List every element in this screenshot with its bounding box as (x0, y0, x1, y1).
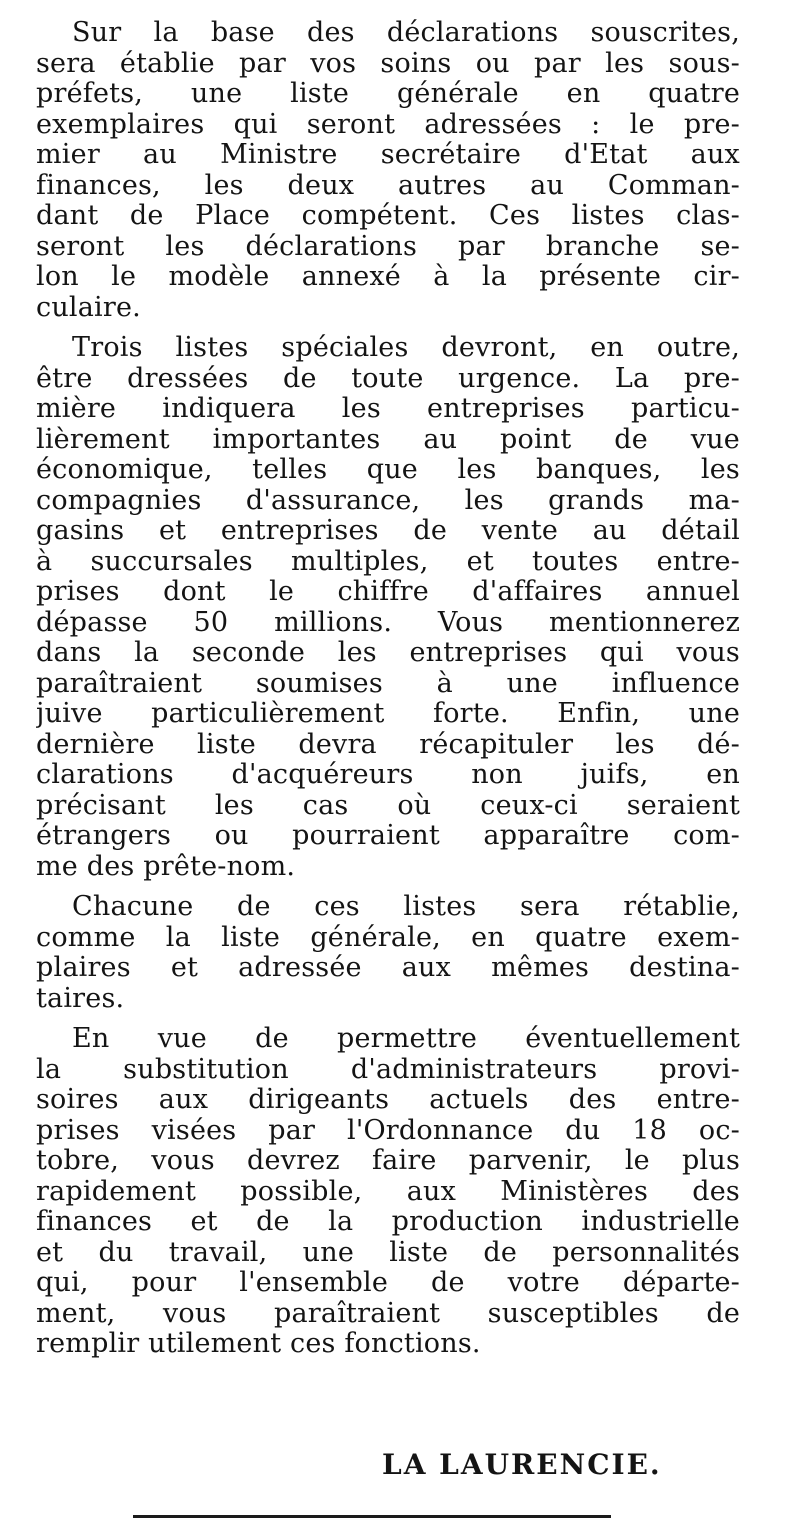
text-line: précisant les cas où ceux-ci seraient (36, 790, 740, 821)
text-line: juive particulièrement forte. Enfin, une (36, 699, 740, 729)
paragraph-3 (36, 892, 740, 1014)
text-line: plaires et adressée aux mêmes destina- (36, 953, 740, 983)
text-line: gasins et entreprises de vente au détail (36, 516, 740, 546)
text-line: lon le modèle annexé à la présente cir- (36, 262, 740, 292)
text-line: mier au Ministre secrétaire d'Etat aux (36, 140, 740, 170)
text-line: paraîtraient soumises à une influence (36, 668, 740, 699)
text-line: sera établie par vos soins ou par les sous- (36, 48, 740, 79)
text-line: à succursales multiples, et toutes entre- (36, 546, 740, 577)
text-line: clarations d'acquéreurs non juifs, en (36, 760, 740, 790)
text-line: En vue de permettre éventuellement (72, 1024, 740, 1054)
text-line: Trois listes spéciales devront, en outre, (72, 333, 740, 363)
document-body (36, 18, 740, 1370)
text-line: Chacune de ces listes sera rétablie, (72, 892, 740, 922)
text-line: soires aux dirigeants actuels des entre- (36, 1085, 740, 1115)
text-line: Sur la base des déclarations souscrites, (72, 18, 740, 48)
text-line: dernière liste devra récapituler les dé- (36, 729, 740, 760)
text-line: la substitution d'administrateurs provi- (36, 1054, 740, 1085)
text-line: finances et de la production industrielle (36, 1207, 740, 1237)
text-line: qui, pour l'ensemble de votre départe- (36, 1268, 740, 1298)
text-line: rapidement possible, aux Ministères des (36, 1176, 740, 1207)
text-line: culaire. (36, 292, 141, 323)
text-line: me des prête-nom. (36, 851, 296, 882)
text-line: et du travail, une liste de personnalités (36, 1237, 740, 1268)
text-line: économique, telles que les banques, les (36, 455, 740, 485)
paragraph-1 (36, 18, 740, 323)
text-line: être dressées de toute urgence. La pre- (36, 363, 740, 394)
text-line: compagnies d'assurance, les grands ma- (36, 485, 740, 516)
text-line: exemplaires qui seront adressées : le pre- (36, 109, 740, 140)
text-line: mière indiquera les entreprises particu- (36, 394, 740, 424)
text-line: étrangers ou pourraient apparaître com- (36, 821, 740, 851)
bottom-rule (133, 1515, 611, 1518)
text-line: tobre, vous devrez faire parvenir, le plus (36, 1146, 740, 1176)
paragraph-4 (36, 1024, 740, 1360)
text-line: prises dont le chiffre d'affaires annuel (36, 577, 740, 607)
text-line: comme la liste générale, en quatre exem- (36, 922, 740, 953)
text-line: prises visées par l'Ordonnance du 18 oc- (36, 1115, 740, 1146)
signature: LA LAURENCIE. (382, 1448, 662, 1481)
text-line: seront les déclarations par branche se- (36, 231, 740, 262)
text-line: lièrement importantes au point de vue (36, 424, 740, 455)
text-line: finances, les deux autres au Comman- (36, 170, 740, 201)
text-line: ment, vous paraîtraient susceptibles de (36, 1298, 740, 1329)
text-line: remplir utilement ces fonctions. (36, 1329, 481, 1359)
text-line: dant de Place compétent. Ces listes clas- (36, 201, 740, 231)
text-line: taires. (36, 983, 125, 1014)
text-line: dépasse 50 millions. Vous mentionnerez (36, 607, 740, 638)
text-line: préfets, une liste générale en quatre (36, 79, 740, 109)
text-line: dans la seconde les entreprises qui vous (36, 638, 740, 668)
paragraph-2 (36, 333, 740, 882)
